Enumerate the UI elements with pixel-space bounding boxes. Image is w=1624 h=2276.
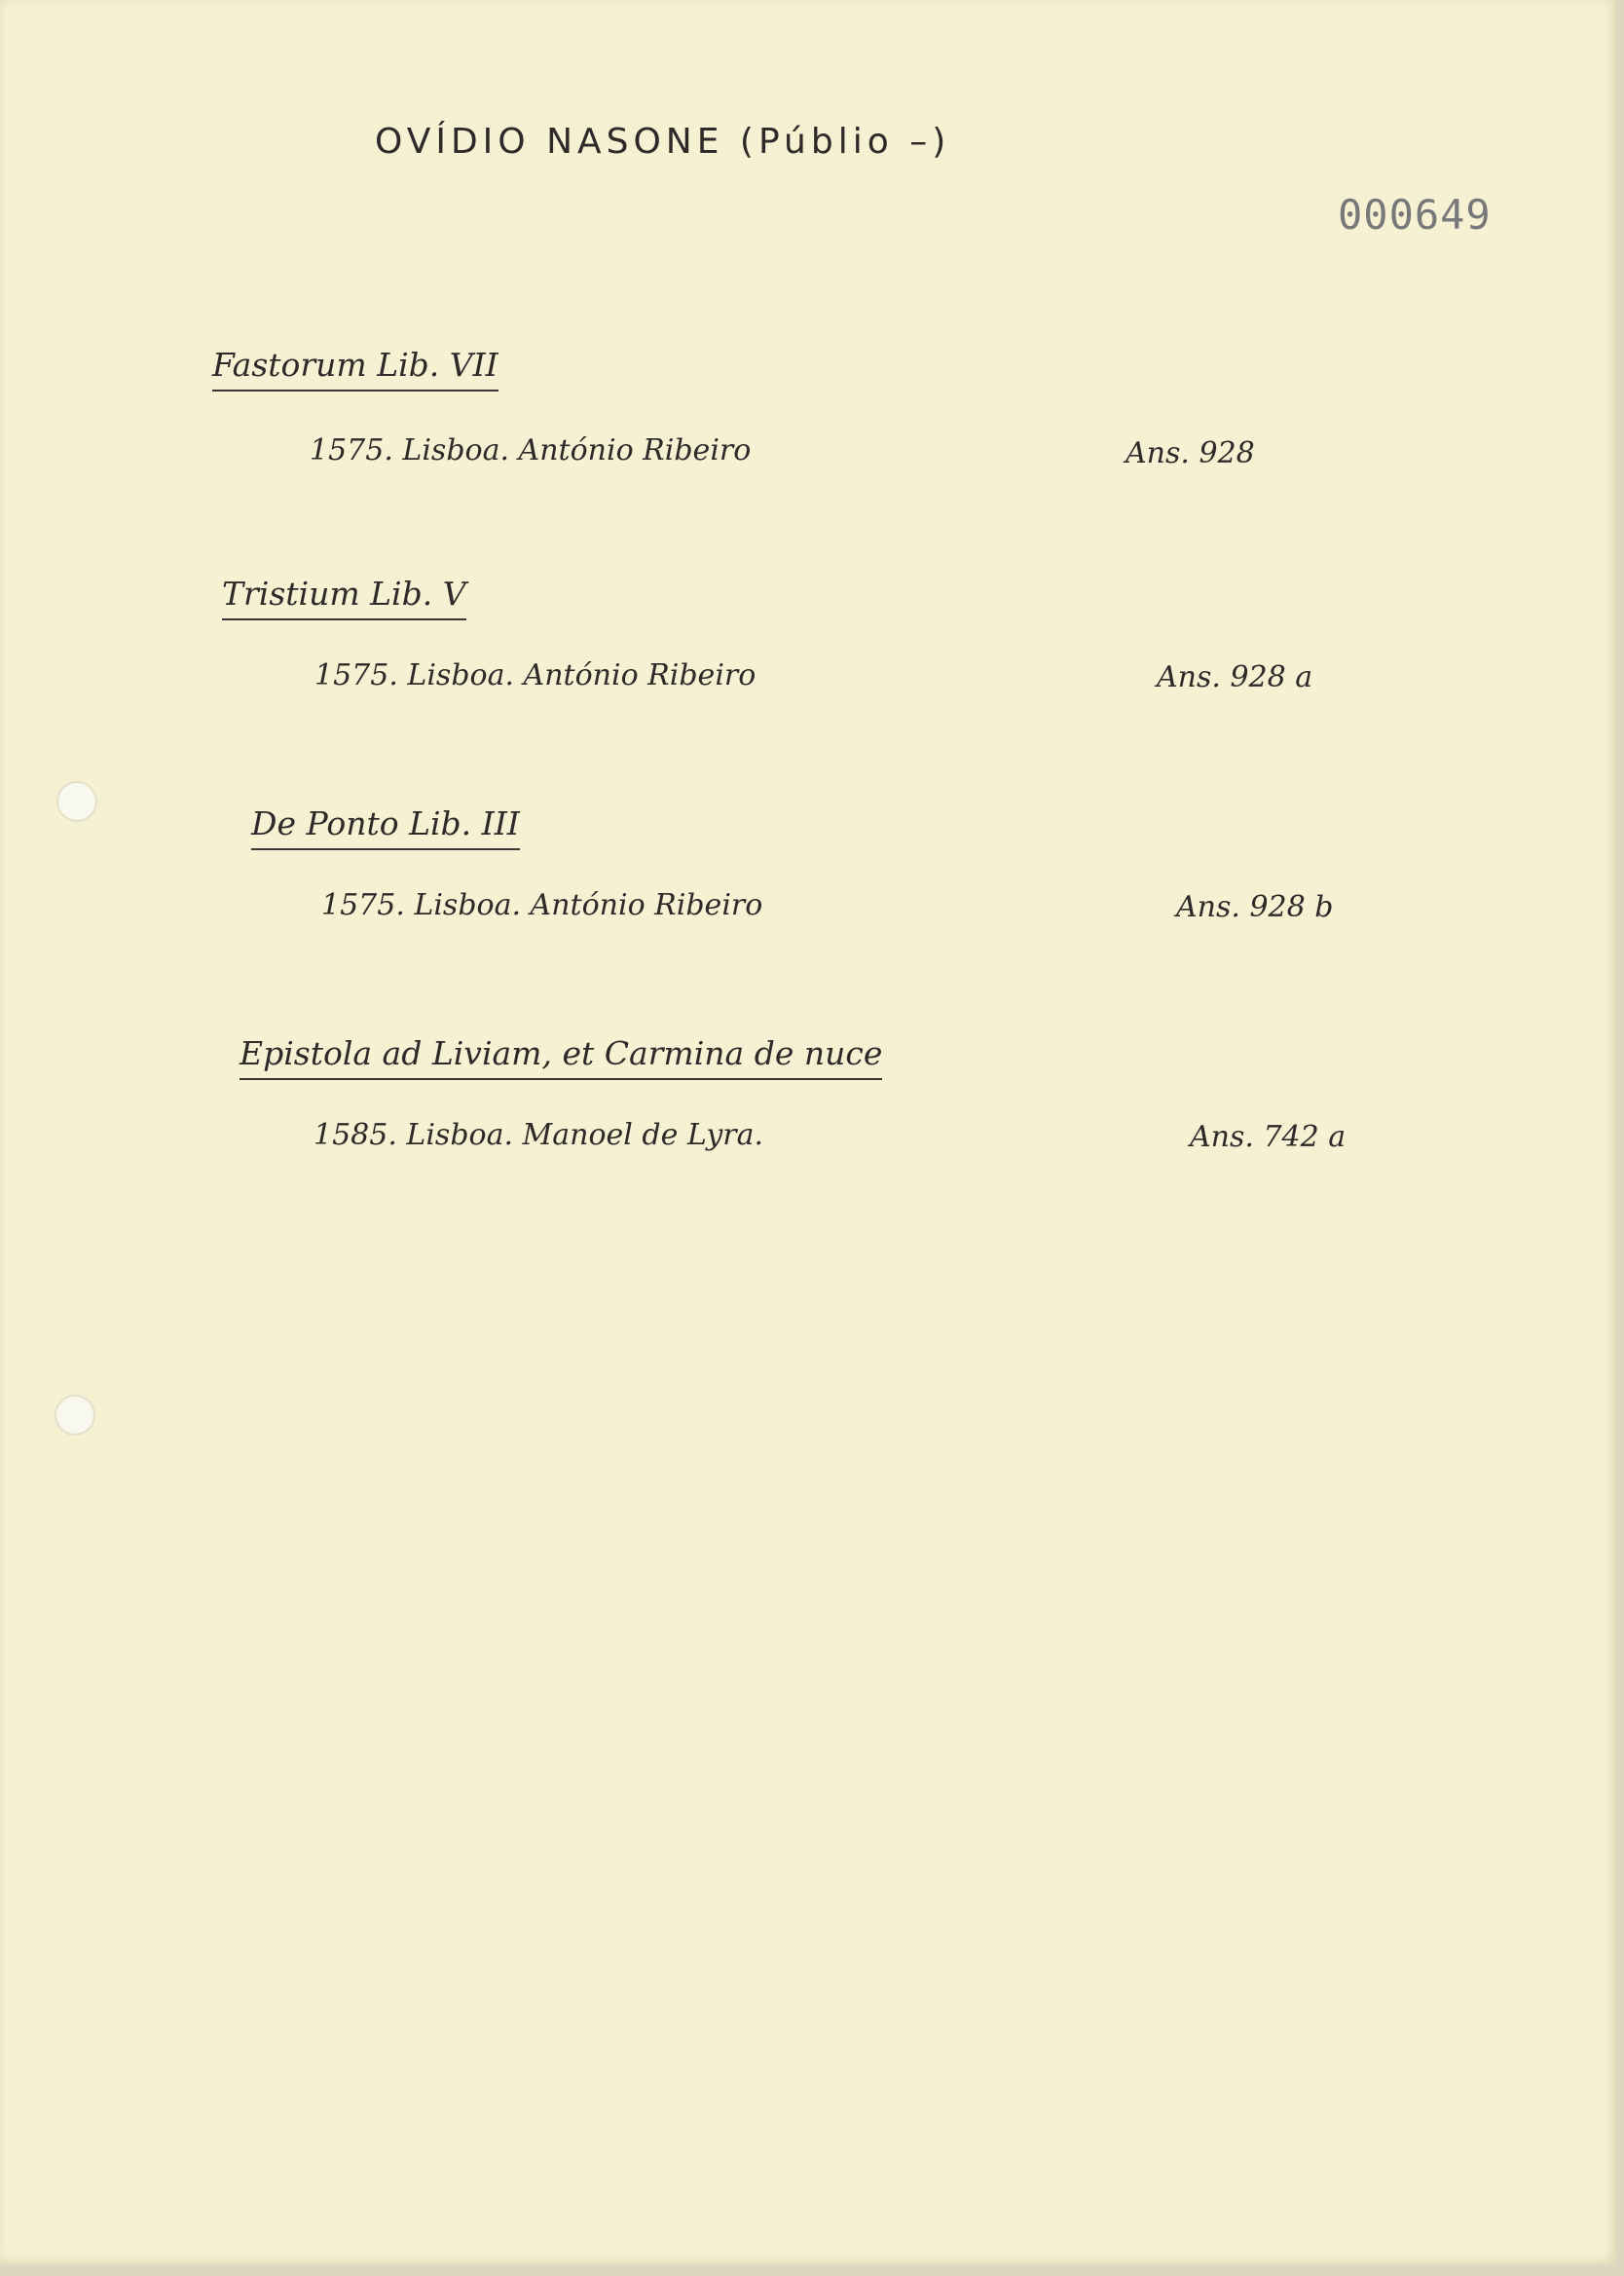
- work-title: Epistola ad Liviam, et Carmina de nuce: [240, 1034, 882, 1080]
- shelfmark: Ans. 928 b: [1176, 890, 1334, 924]
- work-title: Tristium Lib. V: [222, 575, 466, 620]
- imprint-entry: 1575. Lisboa. António Ribeiro: [310, 433, 752, 467]
- imprint-entry: 1575. Lisboa. António Ribeiro: [321, 888, 763, 922]
- work-title: De Ponto Lib. III: [251, 804, 520, 850]
- imprint-entry: 1585. Lisboa. Manoel de Lyra.: [314, 1118, 764, 1152]
- punch-hole: [55, 1395, 95, 1436]
- work-title: Fastorum Lib. VII: [212, 346, 498, 392]
- imprint-entry: 1575. Lisboa. António Ribeiro: [314, 658, 757, 692]
- punch-hole: [56, 781, 97, 822]
- shelfmark: Ans. 928: [1126, 436, 1255, 470]
- author-heading: OVÍDIO NASONE (Públio –): [375, 122, 951, 162]
- shelfmark: Ans. 928 a: [1157, 660, 1313, 694]
- shelfmark: Ans. 742 a: [1190, 1120, 1347, 1154]
- stamp-number: 000649: [1338, 191, 1492, 239]
